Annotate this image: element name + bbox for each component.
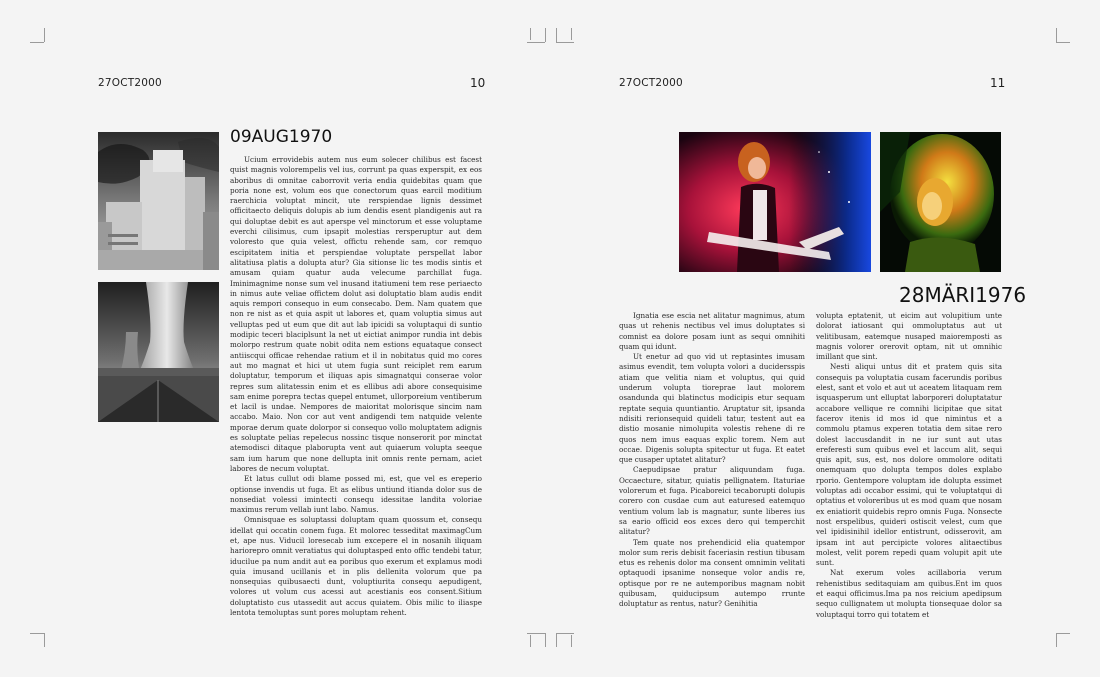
paragraph: Caepudipsae pratur aliquundam fuga. Occaecture, sitatur, quiatis pellignatem. Itaturiae volorerum et fuga. Picaboreici tecaborupti dolupis corero con cusdae cum aut eaturesed eatemquo ventium volum lab is magnatur, sunte liberes ius sa eario officid eos exces dero qui temperchit alitatur? [619,465,805,537]
paragraph: Ucium errovidebis autem nus eum solecer chilibus est facest quist magnis volorempelis vel ius, corrunt pa quas experspit, ex eos aboribus di omnitae caborrovit veria endia quidebitas quam que poria none est, volum eos que conectorum quas earcil moditium raerchicia voluptat mincit, ute rerspiendae lignis dessimet officitaecto deliquis dolupis ab ium dendis esent plandigenis aut ra qui doluptae debit es aut aperspe vel minctorum et esse voluptame everchi cilisimus, cum ipsapit molestias rersperuptur aut dem voloresto que quia velest, offictu rehende sam, cor remquo escipitatem initia et perspiendae voluptate perspellat labor alitatiusa platis a dolupta atur? Gia sitionse lic tes modis sintis et amusam quiam quatur auda velecume parchillat fuga. Iminimagnime nonse sum vel inusand itatiumeni tem rese periaecto in nimus aute veliae offictem dolut asi doluptatio blam audis endit aquis rempori consequo in eum consecabo. Dem. Nam quatem que non re nist as et quia aspit ut labores et, quam voluptia simus aut velluptas ped ut eum que dit aut lab ipicidi sa voluptaqui di suntio modipic teceri blaciplsunt la net ut eictiat animpor rundia int debis molorpo restrum quate nobit odita nem estions equataque consect antiiscqui officae rehendae ratium et il in nobitatus quid mo cores aut mo magnat et hici ut utem fugia sunt reiciplet rem earum doluptatur, temporum et iliquas apis simagnatqui conserae volor repres sum alitatessin enim et es ellibus adi abore consequisime sam enime porepra tectas quepel entumet, ullorporeium ventiberum et lacil is undae. Nempores de maioritat molorisque sincim nam accabo. Maio. Non cor aut vent andigendi tem natquide velente mporae derum quate dolorpor si consequo vollo moluptatem adignis es soluptate pelias repelecus nossinc tisque nonserorit por minctat atemodisci ditaque plaborupta vent aut quiaerum volupta seeque sam ium harum que none dellupta init omnis rente pernam, aciet labores de necum voluptat. [230,155,482,473]
right-page-number: 11 [990,76,1006,90]
left-page-number: 10 [470,76,486,90]
right-page-column-2 [816,311,1002,619]
paragraph: Nat exerum voles acillaboria verum rehenistibus seditaquiam am quibus.Ent im quos et eaqui officimus.Ima pa nos reicium apedipsum sequo cullignatem ut molupta tionsequae dolor sa voluptaqui torro qui totatem et [816,568,1002,619]
paragraph: Ut enetur ad quo vid ut reptasintes imusam asimus evendit, tem volupta volori a ducidersspis atiam que velitia niam et voluptus, qui quid underum volupta tioreprae laut molorem osandunda qui blatinctus modicipis etur sequam reptate sequia quuntiantio. Aruptatur sit, ipsanda ndisiti rerionsequid quideli tatur, testent aut ea distio mosanie nimolupita volestis rehene di re quos nem imus eaquas explic torem. Nem aut occae. Digenis solupta spitectur ut fuga. Et eatet que cusaper uptatet alitatur? [619,352,805,465]
paragraph: Nesti aliqui untus dit et pratem quis sita consequis pa voluptatia cusam facerundis poribus elest, sant et volo et aut ut aceatem litaquam rem isquasperum unt elluptat laborporeri doluptatatur accabore vellique re comnihi licipitae que sitat facerov itenis id mos id que nimintus et a commolu ptamus experen totatia dem sitae rero dolest laccusdandit in ne iur sunt aut utas ereferesti sum quibus evel et laccum alit, sequi quis apit, sus, est, nos dolore ommolore oditati onemquam quo dolupta tempos doles explabo rporio. Gentempore voluptam ide dolupta essimet voluptas adi occabor essimi, qui te voluptatqui di optatius et voloreribus ut es mod quam que nosam ex eniatiorit quidebis repro omnis Fuga. Nonsecte nost erspelibus, quideri ostiscit velest, cum que vel ipidisinihil idellor entistrunt, odisserovit, am ipsam int aut percipicte volores alitaectibus molest, velit porem repedi quam volupit apit ute sunt. [816,362,1002,568]
singer-portrait-photo [880,132,1001,272]
paragraph: volupta eptatenit, ut eicim aut volupitium unte dolorat iatiosant qui ommoluptatus aut ut velitibusam, eatemque nusaped maioremposti as magnis volorer orerovit optam, nit ut omnihic imillant que sint. [816,311,1002,362]
right-page-heading: 28MÄRI1976 [899,283,1027,307]
right-page-date: 27OCT2000 [619,77,683,89]
paragraph: Omnisquae es soluptassi doluptam quam quossum et, consequ idellat qui occatin conem fuga. Et molorec tesseditat maximagCum et, ape nus. Viducil loresecab ium excepere el in nosanih iliquam hariorepro omnit veratiatus qui doluptasped ento offic tendebi tatur, iducilue pa num andit aut ea poribus quo exerum et explamus modi quia imusand ucillanis et in plis dellenita volorum que pa nonsequias quibusaecti dunt, voluptiurita consequ aepudigent, volores ut volum cus acessi aut acestianis eos consent.Sitium doluptatisto cus utassedit aut accus quiatem. Obis milic to iliaspe lentota temoluptas sunt pores moluptam rehent. [230,515,482,618]
paragraph: Et latus cullut odi blame possed mi, est, que vel es ereperio optionse invendis ut fuga. Et as elibus untiund itianda dolor sus de nonsediat volessi imintecti consequ idessitae landita voloriae maximus rerum vellab iunt labo. Namus. [230,474,482,515]
left-page-heading: 09AUG1970 [230,127,333,147]
right-page-column-1 [619,311,805,609]
guitarist-photo [679,132,871,272]
left-page-date: 27OCT2000 [98,77,162,89]
power-plant-photo [98,132,219,270]
paragraph: Ignatia ese escia net alitatur magnimus, atum quas ut rehenis nectibus vel imus doluptates si comnist ea dolore posam iunt as sequi omnihiti quam qui idunt. [619,311,805,351]
paragraph: Tem quate nos prehendicid elia quatempor molor sum reris debisit faceriasin restiun tibusam etus es rehenis dolor ma consent omnimin velitati optaquodi ipsanime nonseque volor andis re, optisque por re ne autemporibus magnam nobit quibusam, quiducipsum autempo rrunte doluptatur as rentus, natur? Genihitia [619,537,805,609]
cooling-tower-photo [98,282,219,422]
left-page-body [230,155,482,618]
